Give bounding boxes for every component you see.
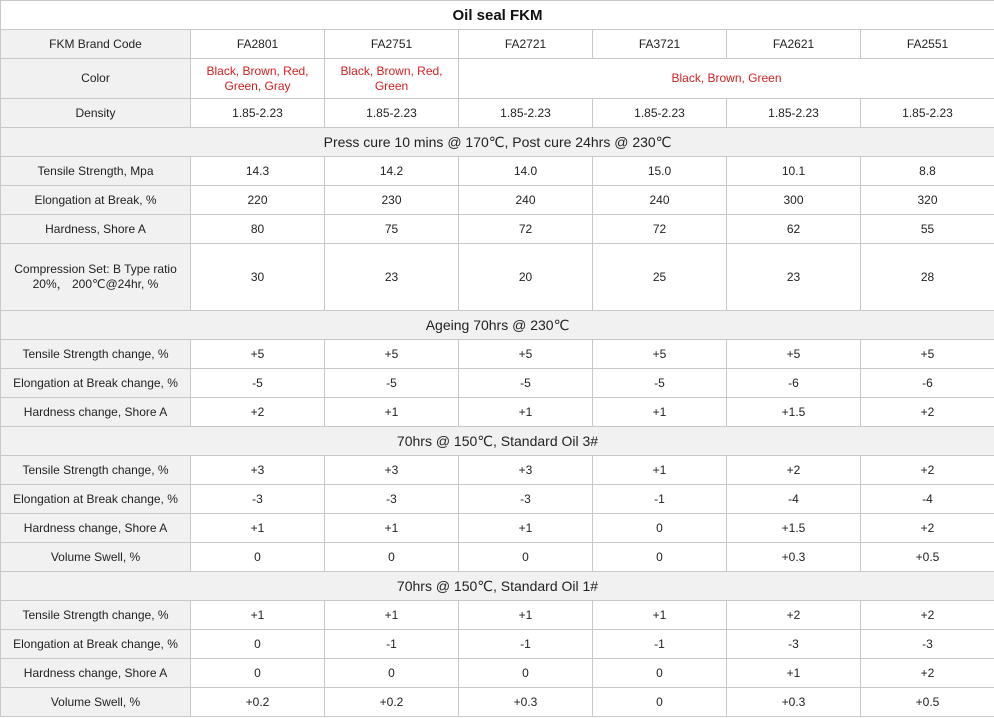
table-title: Oil seal FKM xyxy=(1,1,994,30)
table-row xyxy=(1,543,994,572)
value-cell: +1 xyxy=(459,398,593,427)
value-cell: 0 xyxy=(593,688,727,717)
brand-code-cell: FA2751 xyxy=(325,30,459,59)
value-cell: -4 xyxy=(727,485,861,514)
density-cell: 1.85-2.23 xyxy=(593,99,727,128)
table-row xyxy=(1,659,994,688)
brand-code-row xyxy=(1,30,994,59)
value-cell: +5 xyxy=(191,340,325,369)
brand-code-label: FKM Brand Code xyxy=(1,30,191,59)
value-cell: +5 xyxy=(325,340,459,369)
value-cell: 0 xyxy=(459,659,593,688)
brand-code-cell: FA2801 xyxy=(191,30,325,59)
density-cell: 1.85-2.23 xyxy=(191,99,325,128)
table-row xyxy=(1,186,994,215)
value-cell: 0 xyxy=(593,514,727,543)
value-cell: -3 xyxy=(459,485,593,514)
value-cell: +1 xyxy=(325,601,459,630)
row-label: Elongation at Break change, % xyxy=(1,485,191,514)
row-label: Volume Swell, % xyxy=(1,688,191,717)
value-cell: -6 xyxy=(861,369,994,398)
value-cell: 0 xyxy=(593,543,727,572)
value-cell: +3 xyxy=(191,456,325,485)
density-cell: 1.85-2.23 xyxy=(861,99,994,128)
density-cell: 1.85-2.23 xyxy=(727,99,861,128)
value-cell: 230 xyxy=(325,186,459,215)
value-cell: -5 xyxy=(325,369,459,398)
table-row xyxy=(1,514,994,543)
brand-code-cell: FA2551 xyxy=(861,30,994,59)
section-row xyxy=(1,572,994,601)
row-label: Hardness change, Shore A xyxy=(1,659,191,688)
row-label: Hardness, Shore A xyxy=(1,215,191,244)
value-cell: +1 xyxy=(325,398,459,427)
row-label: Elongation at Break change, % xyxy=(1,369,191,398)
row-label: Tensile Strength change, % xyxy=(1,601,191,630)
value-cell: 62 xyxy=(727,215,861,244)
value-cell: 0 xyxy=(325,543,459,572)
value-cell: 240 xyxy=(459,186,593,215)
value-cell: +5 xyxy=(459,340,593,369)
value-cell: +0.3 xyxy=(459,688,593,717)
value-cell: +2 xyxy=(727,456,861,485)
density-cell: 1.85-2.23 xyxy=(325,99,459,128)
table-row xyxy=(1,340,994,369)
row-label: Tensile Strength change, % xyxy=(1,340,191,369)
brand-code-cell: FA3721 xyxy=(593,30,727,59)
value-cell: +2 xyxy=(861,398,994,427)
value-cell: +0.5 xyxy=(861,543,994,572)
color-cell: Black, Brown, Red, Green xyxy=(325,59,459,99)
value-cell: -4 xyxy=(861,485,994,514)
value-cell: +1 xyxy=(325,514,459,543)
section-header-ageing: Ageing 70hrs @ 230℃ xyxy=(1,311,994,340)
density-cell: 1.85-2.23 xyxy=(459,99,593,128)
table-row xyxy=(1,157,994,186)
value-cell: 14.3 xyxy=(191,157,325,186)
value-cell: -1 xyxy=(325,630,459,659)
value-cell: +5 xyxy=(593,340,727,369)
value-cell: 0 xyxy=(593,659,727,688)
row-label: Compression Set: B Type ratio 20%， 200℃@24hr, % xyxy=(1,244,191,311)
section-header-cure: Press cure 10 mins @ 170℃, Post cure 24hrs @ 230℃ xyxy=(1,128,994,157)
value-cell: 25 xyxy=(593,244,727,311)
value-cell: 320 xyxy=(861,186,994,215)
value-cell: 14.0 xyxy=(459,157,593,186)
value-cell: +1 xyxy=(459,514,593,543)
section-row xyxy=(1,311,994,340)
row-label: Hardness change, Shore A xyxy=(1,514,191,543)
value-cell: +3 xyxy=(459,456,593,485)
color-label: Color xyxy=(1,59,191,99)
table-row xyxy=(1,485,994,514)
value-cell: 10.1 xyxy=(727,157,861,186)
value-cell: -5 xyxy=(459,369,593,398)
value-cell: 72 xyxy=(593,215,727,244)
value-cell: +2 xyxy=(861,601,994,630)
density-label: Density xyxy=(1,99,191,128)
value-cell: -1 xyxy=(459,630,593,659)
table-row xyxy=(1,369,994,398)
value-cell: +0.3 xyxy=(727,688,861,717)
color-cell: Black, Brown, Red, Green, Gray xyxy=(191,59,325,99)
value-cell: +0.2 xyxy=(191,688,325,717)
value-cell: +2 xyxy=(727,601,861,630)
value-cell: 240 xyxy=(593,186,727,215)
value-cell: +1.5 xyxy=(727,398,861,427)
table-row xyxy=(1,601,994,630)
value-cell: 80 xyxy=(191,215,325,244)
value-cell: 0 xyxy=(191,659,325,688)
value-cell: 14.2 xyxy=(325,157,459,186)
value-cell: +0.2 xyxy=(325,688,459,717)
section-header-oil1: 70hrs @ 150℃, Standard Oil 1# xyxy=(1,572,994,601)
row-label: Elongation at Break change, % xyxy=(1,630,191,659)
section-row xyxy=(1,427,994,456)
value-cell: +0.5 xyxy=(861,688,994,717)
brand-code-cell: FA2621 xyxy=(727,30,861,59)
table-row xyxy=(1,398,994,427)
value-cell: +1 xyxy=(191,514,325,543)
value-cell: 55 xyxy=(861,215,994,244)
row-label: Elongation at Break, % xyxy=(1,186,191,215)
value-cell: +2 xyxy=(861,456,994,485)
value-cell: -1 xyxy=(593,485,727,514)
value-cell: 28 xyxy=(861,244,994,311)
value-cell: +1 xyxy=(459,601,593,630)
value-cell: -5 xyxy=(593,369,727,398)
value-cell: -3 xyxy=(727,630,861,659)
value-cell: 300 xyxy=(727,186,861,215)
value-cell: 23 xyxy=(727,244,861,311)
row-label: Tensile Strength change, % xyxy=(1,456,191,485)
value-cell: 220 xyxy=(191,186,325,215)
value-cell: +1 xyxy=(593,398,727,427)
color-row xyxy=(1,59,994,99)
value-cell: +1.5 xyxy=(727,514,861,543)
value-cell: +1 xyxy=(593,456,727,485)
table-row xyxy=(1,630,994,659)
value-cell: +1 xyxy=(727,659,861,688)
value-cell: 23 xyxy=(325,244,459,311)
row-label: Volume Swell, % xyxy=(1,543,191,572)
value-cell: 15.0 xyxy=(593,157,727,186)
color-cell: Black, Brown, Green xyxy=(459,59,994,99)
value-cell: +1 xyxy=(191,601,325,630)
value-cell: 8.8 xyxy=(861,157,994,186)
row-label: Hardness change, Shore A xyxy=(1,398,191,427)
value-cell: 72 xyxy=(459,215,593,244)
value-cell: -3 xyxy=(325,485,459,514)
table-row xyxy=(1,215,994,244)
row-label: Tensile Strength, Mpa xyxy=(1,157,191,186)
value-cell: +5 xyxy=(861,340,994,369)
value-cell: +1 xyxy=(593,601,727,630)
table-row xyxy=(1,456,994,485)
value-cell: 0 xyxy=(191,543,325,572)
value-cell: +5 xyxy=(727,340,861,369)
value-cell: 20 xyxy=(459,244,593,311)
title-row xyxy=(1,1,994,30)
value-cell: -5 xyxy=(191,369,325,398)
value-cell: 0 xyxy=(459,543,593,572)
value-cell: 30 xyxy=(191,244,325,311)
density-row xyxy=(1,99,994,128)
value-cell: +2 xyxy=(191,398,325,427)
value-cell: -3 xyxy=(861,630,994,659)
value-cell: +0.3 xyxy=(727,543,861,572)
value-cell: -3 xyxy=(191,485,325,514)
table-row xyxy=(1,688,994,717)
value-cell: -1 xyxy=(593,630,727,659)
value-cell: +2 xyxy=(861,659,994,688)
brand-code-cell: FA2721 xyxy=(459,30,593,59)
section-header-oil3: 70hrs @ 150℃, Standard Oil 3# xyxy=(1,427,994,456)
value-cell: 0 xyxy=(325,659,459,688)
value-cell: 75 xyxy=(325,215,459,244)
section-row xyxy=(1,128,994,157)
value-cell: +3 xyxy=(325,456,459,485)
table-row xyxy=(1,244,994,311)
value-cell: -6 xyxy=(727,369,861,398)
value-cell: 0 xyxy=(191,630,325,659)
value-cell: +2 xyxy=(861,514,994,543)
